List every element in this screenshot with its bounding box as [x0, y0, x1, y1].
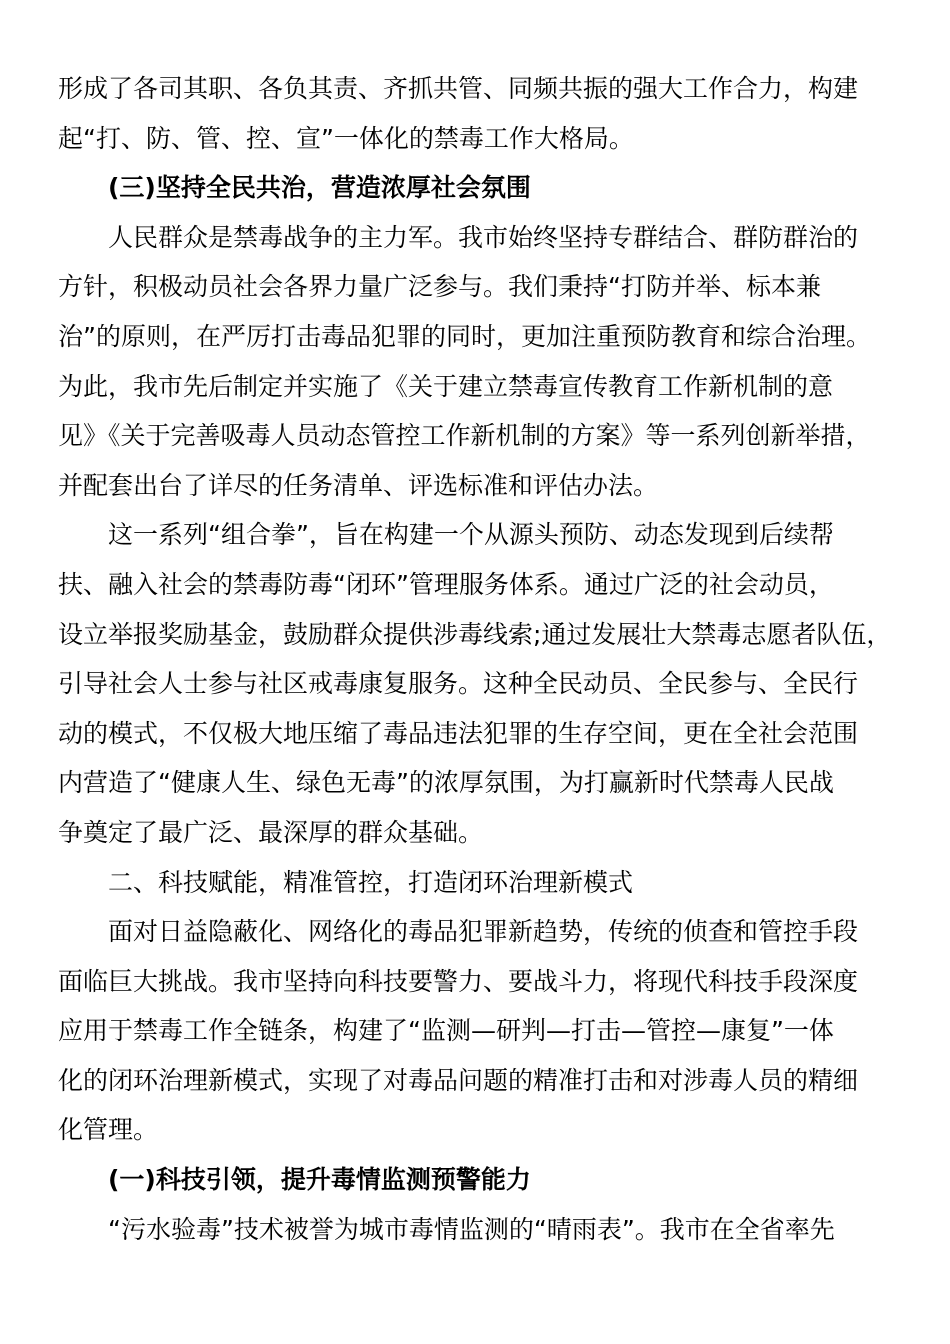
paragraph-line: 面临巨大挑战。我市坚持向科技要警力、要战斗力，将现代科技手段深度 [58, 966, 859, 996]
paragraph-line: 内营造了“健康人生、绿色无毒”的浓厚氛围，为打赢新时代禁毒人民战 [58, 768, 834, 798]
paragraph-line: 化管理。 [58, 1115, 159, 1145]
paragraph-line: “污水验毒”技术被誉为城市毒情监测的“晴雨表”。我市在全省率先 [108, 1214, 835, 1244]
paragraph-line: 见》《关于完善吸毒人员动态管控工作新机制的方案》等一系列创新举措， [58, 421, 871, 451]
paragraph-line: 动的模式，不仅极大地压缩了毒品违法犯罪的生存空间，更在全社会范围 [58, 718, 859, 748]
paragraph-line: 方针，积极动员社会各界力量广泛参与。我们秉持“打防并举、标本兼 [58, 272, 821, 302]
paragraph-line: 治”的原则，在严厉打击毒品犯罪的同时，更加注重预防教育和综合治理。 [58, 321, 871, 351]
paragraph-line: 争奠定了最广泛、最深厚的群众基础。 [58, 817, 484, 847]
paragraph-line: 面对日益隐蔽化、网络化的毒品犯罪新趋势，传统的侦查和管控手段 [108, 917, 859, 947]
paragraph-line: 设立举报奖励基金，鼓励群众提供涉毒线索;通过发展壮大禁毒志愿者队伍， [58, 619, 892, 649]
paragraph-line: 并配套出台了详尽的任务清单、评选标准和评估办法。 [58, 470, 659, 500]
paragraph-line: 为此，我市先后制定并实施了《关于建立禁毒宣传教育工作新机制的意 [58, 371, 834, 401]
section-heading: (三)坚持全民共治，营造浓厚社会氛围 [108, 173, 531, 203]
paragraph-line: 这一系列“组合拳”，旨在构建一个从源头预防、动态发现到后续帮 [108, 520, 834, 550]
paragraph-line: 起“打、防、管、控、宣”一体化的禁毒工作大格局。 [58, 123, 634, 153]
paragraph-line: 人民群众是禁毒战争的主力军。我市始终坚持专群结合、群防群治的 [108, 222, 859, 252]
paragraph-line: 形成了各司其职、各负其责、齐抓共管、同频共振的强大工作合力，构建 [58, 74, 859, 103]
paragraph-line: 扶、融入社会的禁毒防毒“闭环”管理服务体系。通过广泛的社会动员， [58, 569, 834, 599]
section-heading: (一)科技引领，提升毒情监测预警能力 [108, 1165, 531, 1195]
paragraph-line: 引导社会人士参与社区戒毒康复服务。这种全民动员、全民参与、全民行 [58, 669, 859, 699]
paragraph-line: 化的闭环治理新模式，实现了对毒品问题的精准打击和对涉毒人员的精细 [58, 1065, 859, 1095]
paragraph-line: 应用于禁毒工作全链条，构建了“监测—研判—打击—管控—康复”一体 [58, 1016, 834, 1046]
chapter-heading: 二、科技赋能，精准管控，打造闭环治理新模式 [108, 867, 634, 897]
